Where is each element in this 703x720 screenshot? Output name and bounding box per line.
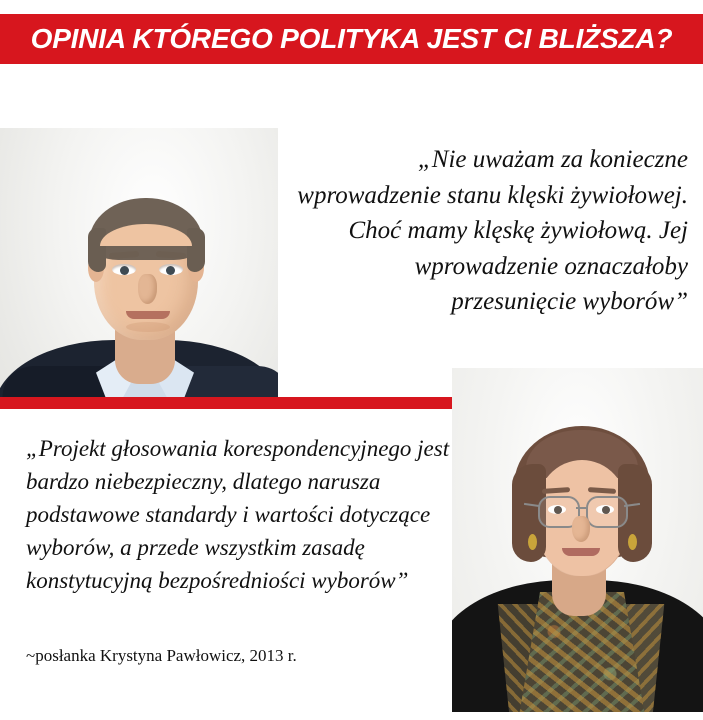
quote-text-pawlowicz: „Projekt głosowania korespondencyjnego jest bardzo niebezpieczny, dlatego narusza podstawowe standardy i wartości dotyczące wyborów, a przede wszystkim zasadę konstytucyjną bezpośredniości wyborów” (26, 436, 450, 594)
top-white-margin (0, 0, 703, 14)
hair-side-right (187, 228, 205, 272)
hair-side-left (88, 228, 106, 272)
pupil-left (120, 266, 129, 275)
earring-left (528, 534, 537, 550)
quote-text-tusk: „Nie uważam za konieczne wprowadzenie stanu klęski żywiołowej. Choć mamy klęskę żywiołową. Jej wprowadzenie oznaczałoby przesunięcie wyborów” (297, 146, 688, 315)
panel-top (0, 64, 703, 397)
nose-shape (572, 516, 590, 542)
header-banner (0, 14, 703, 64)
krystyna-pawlowicz-portrait (452, 368, 703, 720)
mouth-shape (126, 311, 170, 319)
glasses-bridge (576, 507, 586, 509)
pupil-right (166, 266, 175, 275)
mouth-shape (562, 548, 600, 556)
chin-shadow (126, 322, 170, 332)
header-title: OPINIA KTÓREGO POLITYKA JEST CI BLIŻSZA? (30, 23, 673, 54)
nose-shape (138, 274, 157, 304)
glasses-lens-right (586, 496, 628, 528)
quote-attribution-pawlowicz: ~posłanka Krystyna Pawłowicz, 2013 r. (26, 646, 297, 665)
bottom-white-margin (0, 712, 703, 720)
earring-right (628, 534, 637, 550)
